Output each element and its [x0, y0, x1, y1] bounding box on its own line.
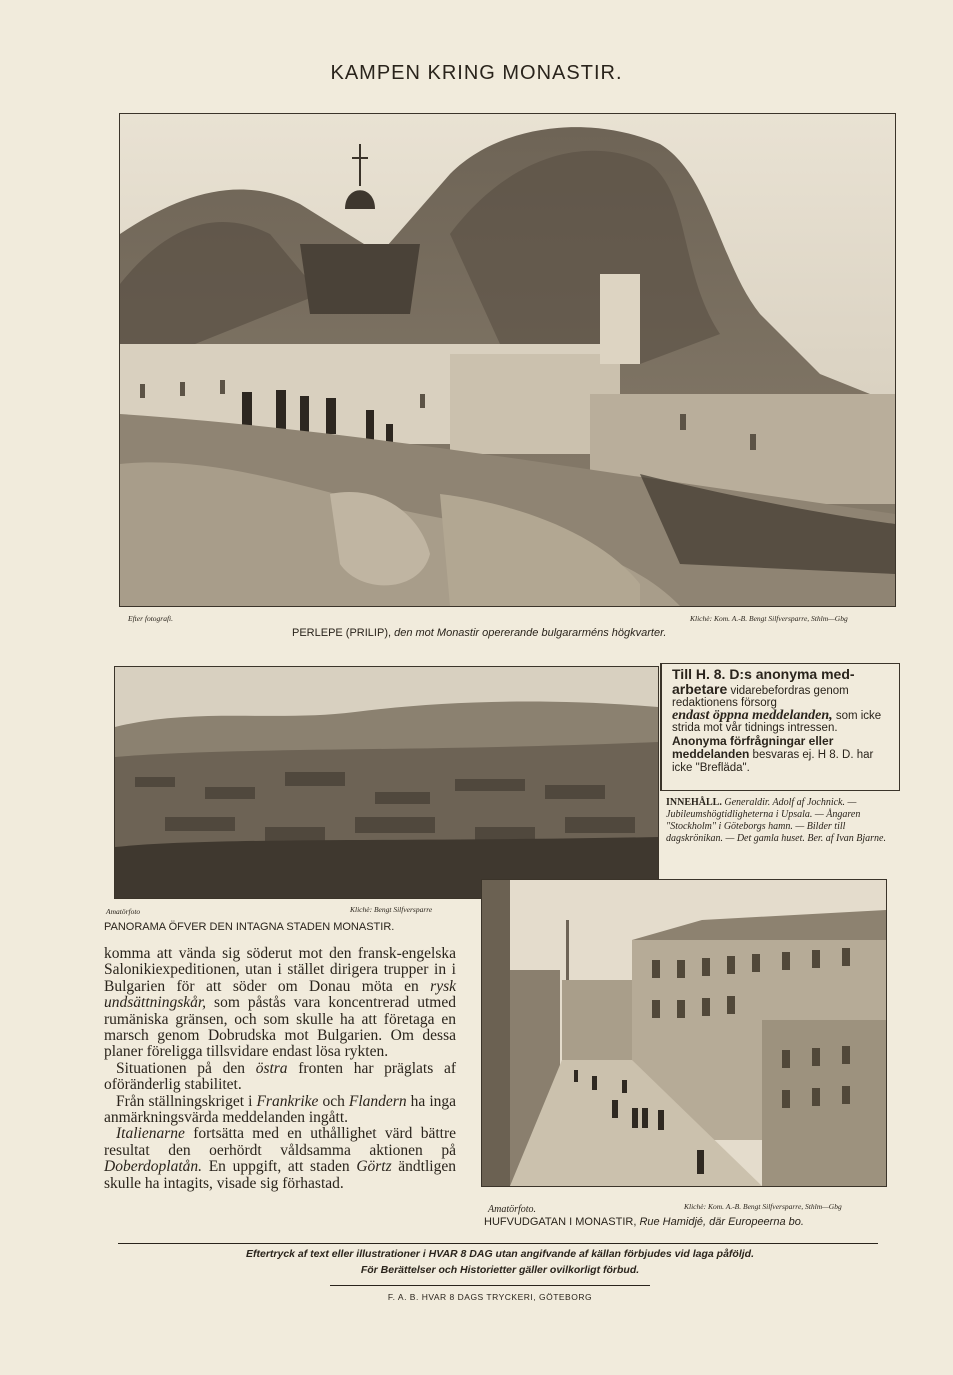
contents-heading: INNEHÅLL. — [666, 797, 722, 808]
p2-italic: östra — [255, 1059, 288, 1077]
p4-end: ändtligen skulle ha intagits, visade sig förhastad. — [104, 1158, 456, 1192]
notice-text-3: besvaras ej. H 8. D. har icke "Brefläda". — [672, 749, 874, 774]
footer-reprint-notice: För Berättelser och Historietter gäller ovilkorligt förbud. — [360, 1264, 640, 1276]
photo3-caption-italic: Rue Hamidjé, där Europeerna bo. — [639, 1216, 804, 1228]
notice-bold-1: Till H. 8. D:s anonyma med-arbetare — [672, 666, 855, 697]
footer-divider — [118, 1243, 878, 1244]
p3-mid: och — [318, 1092, 349, 1110]
editorial-notice — [660, 663, 900, 791]
photo3-credit-right: Klichè: Kom. A.-B. Bengt Silfversparre, Sthlm—Gbg — [684, 1202, 842, 1211]
street-photo — [481, 879, 887, 1187]
notice-bold-3: Anonyma förfrågningar eller meddelanden — [672, 733, 834, 761]
p3-start: Från ställningskriget i — [116, 1092, 257, 1110]
photo3-caption — [484, 1216, 804, 1228]
contents-list — [666, 797, 902, 845]
notice-text-1: vidarebefordras genom redaktionens försorg — [672, 684, 849, 709]
p4-mid-2: En uppgift, att staden — [202, 1158, 357, 1176]
printer-imprint: F. A. B. HVAR 8 DAGS TRYCKERI, GÖTEBORG — [387, 1292, 593, 1302]
p3-italic-1: Frankrike — [256, 1092, 319, 1110]
photo1-caption — [292, 627, 666, 639]
photo1-credit-left: Efter fotografi. — [128, 614, 173, 623]
contents-text: Generaldir. Adolf af Jochnick. — Jubileumshögtidligheterna i Upsala. — Ångaren "Stockholm" i Göteborgs hamn. — Bilder till dagskrönikan. — Det gamla huset. Ber. af Ivan Bjarne. — [666, 797, 886, 844]
photo1-credit-right: Klichè: Kom. A.-B. Bengt Silfversparre, Sthlm—Gbg — [690, 614, 848, 623]
notice-em-2: endast öppna meddelanden, — [672, 707, 833, 723]
paragraph-2 — [104, 1061, 456, 1094]
p2-end: fronten har präglats af oföränderlig stabilitet. — [104, 1059, 456, 1094]
article-body — [104, 946, 456, 1192]
p1-end: som påstås vara koncentrerad utmed rumäniska gränsen, och som skulle ha att företaga en marsch genom Dobrudska mot Bulgarien. Om dessa planer föreligga tillsvidare endast lösa rykten. — [104, 994, 456, 1061]
photo2-caption: PANORAMA ÖFVER DEN INTAGNA STADEN MONASTIR. — [104, 921, 395, 933]
paragraph-4 — [104, 1126, 456, 1192]
photo1-caption-italic: den mot Monastir opererande bulgararméns högkvarter. — [394, 627, 667, 639]
footer-divider-2 — [330, 1285, 650, 1286]
photo2-credit-right: Klichè: Bengt Silfversparre — [350, 905, 433, 914]
panorama-photo — [114, 666, 659, 899]
p1-text: komma att vända sig söderut mot den fransk-engelska Salonikiexpeditionen, utan i stället dirigera trupper in i Bulgarien för att söder om Donau möta en — [104, 945, 456, 995]
p3-end: ha inga anmärkningsvärda meddelanden ingått. — [104, 1092, 456, 1127]
p4-italic-3: Görtz — [356, 1158, 392, 1176]
p4-mid: fortsätta med en uthållighet värd bättre resultat den oerhördt våldsamma aktionen på — [104, 1125, 456, 1159]
p1-italic: rysk undsättningskår, — [104, 977, 456, 1012]
notice-text-2: som icke strida mot vår tidnings intressen. — [672, 709, 882, 734]
photo2-credit-left: Amatörfoto — [106, 907, 141, 916]
p4-italic-2: Doberdoplatån. — [104, 1158, 203, 1176]
photo3-credit-left: Amatörfoto. — [488, 1204, 537, 1215]
p4-italic-1: Italienarne — [116, 1125, 185, 1143]
photo3-caption-main: HUFVUDGATAN I MONASTIR, — [484, 1216, 637, 1228]
paragraph-1 — [104, 946, 456, 1061]
paragraph-3 — [104, 1094, 456, 1127]
monastery-photo — [119, 113, 896, 607]
footer-copyright-notice: Eftertryck af text eller illustrationer i HVAR 8 DAG utan angifvande af källan förbjudes vid laga påföljd. — [245, 1248, 754, 1260]
p2-start: Situationen på den — [116, 1059, 256, 1077]
photo1-caption-main: PERLEPE (PRILIP), — [292, 627, 392, 639]
page-title: KAMPEN KRING MONASTIR. — [330, 62, 623, 84]
p3-italic-2: Flandern — [348, 1092, 407, 1110]
